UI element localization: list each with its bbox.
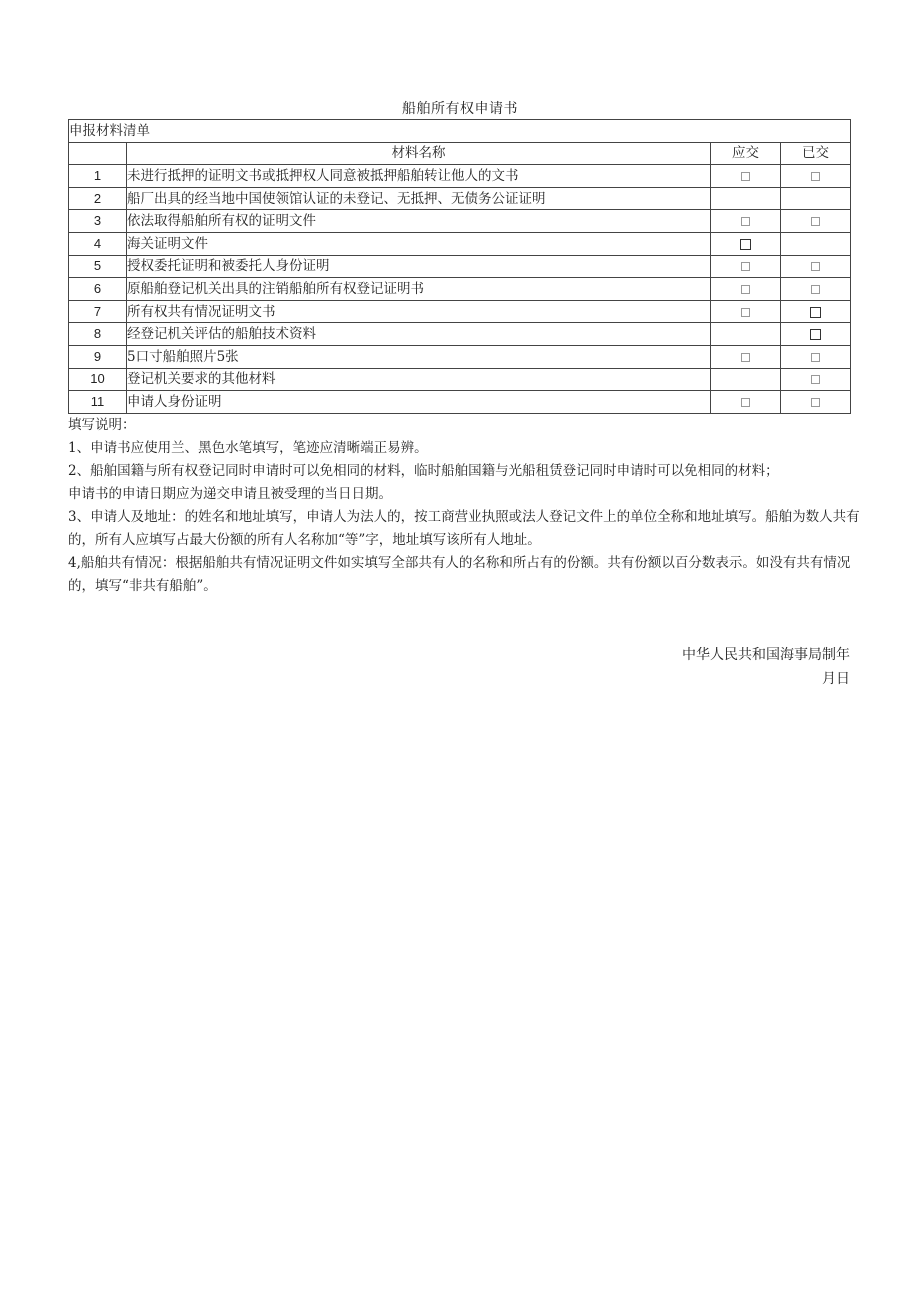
due-checkbox-cell xyxy=(711,232,781,255)
due-checkbox-cell xyxy=(711,300,781,323)
due-checkbox-cell xyxy=(711,255,781,278)
header-material-name: 材料名称 xyxy=(127,142,711,165)
item-number: 9 xyxy=(69,345,127,368)
item-number: 4 xyxy=(69,232,127,255)
item-name: 原船舶登记机关出具的注销船舶所有权登记证明书 xyxy=(127,278,711,301)
item-name: 登记机关要求的其他材料 xyxy=(127,368,711,391)
due-checkbox-cell xyxy=(711,391,781,414)
submitted-checkbox[interactable] xyxy=(810,329,821,340)
instructions-lines xyxy=(68,437,868,598)
item-number: 10 xyxy=(69,368,127,391)
table-row xyxy=(69,232,851,255)
item-number: 3 xyxy=(69,210,127,233)
item-number: 7 xyxy=(69,300,127,323)
table-row xyxy=(69,345,851,368)
submitted-checkbox-cell xyxy=(781,210,851,233)
instruction-line: 2、船舶国籍与所有权登记同时申请时可以免相同的材料，临时船舶国籍与光船租赁登记同时申请时可以免相同的材料； xyxy=(68,463,779,479)
due-checkbox-cell xyxy=(711,165,781,188)
item-name: 授权委托证明和被委托人身份证明 xyxy=(127,255,711,278)
due-checkbox[interactable] xyxy=(741,172,750,181)
submitted-checkbox[interactable] xyxy=(811,375,820,384)
item-name: 依法取得船舶所有权的证明文件 xyxy=(127,210,711,233)
due-checkbox-cell xyxy=(711,210,781,233)
submitted-checkbox-cell xyxy=(781,278,851,301)
header-number-cell xyxy=(69,142,127,165)
item-number: 5 xyxy=(69,255,127,278)
section-title: 申报材料清单 xyxy=(69,120,851,143)
table-row xyxy=(69,300,851,323)
date-line: 月日 xyxy=(822,671,850,687)
instruction-line: 3、申请人及地址：的姓名和地址填写，申请人为法人的，按工商营业执照或法人登记文件上的单位全称和地址填写。船舶为数人共有的，所有人应填写占最大份额的所有人名称加“等”字，地址填写该所有人地址。 xyxy=(68,509,860,548)
submitted-checkbox-cell xyxy=(781,323,851,346)
submitted-checkbox-cell xyxy=(781,165,851,188)
due-checkbox-cell xyxy=(711,278,781,301)
due-checkbox[interactable] xyxy=(741,285,750,294)
header-due: 应交 xyxy=(711,142,781,165)
submitted-checkbox-cell xyxy=(781,300,851,323)
table-row xyxy=(69,165,851,188)
submitted-checkbox-cell xyxy=(781,255,851,278)
submitted-checkbox-cell xyxy=(781,368,851,391)
item-name: 5口寸船舶照片5张 xyxy=(127,345,711,368)
header-submitted: 已交 xyxy=(781,142,851,165)
instructions xyxy=(68,414,868,598)
section-row xyxy=(69,120,851,143)
table-row xyxy=(69,323,851,346)
instruction-line: 申请书的申请日期应为递交申请且被受理的当日日期。 xyxy=(68,486,392,502)
item-name: 经登记机关评估的船舶技术资料 xyxy=(127,323,711,346)
table-row xyxy=(69,187,851,210)
submitted-checkbox[interactable] xyxy=(811,398,820,407)
due-checkbox[interactable] xyxy=(741,353,750,362)
materials-table xyxy=(68,119,851,414)
submitted-checkbox[interactable] xyxy=(811,262,820,271)
due-checkbox-cell xyxy=(711,323,781,346)
due-checkbox[interactable] xyxy=(741,217,750,226)
due-checkbox[interactable] xyxy=(741,308,750,317)
item-name: 申请人身份证明 xyxy=(127,391,711,414)
item-name: 海关证明文件 xyxy=(127,232,711,255)
item-number: 2 xyxy=(69,187,127,210)
submitted-checkbox-cell xyxy=(781,232,851,255)
item-number: 1 xyxy=(69,165,127,188)
submitted-checkbox[interactable] xyxy=(811,353,820,362)
submitted-checkbox-cell xyxy=(781,345,851,368)
submitted-checkbox-cell xyxy=(781,391,851,414)
due-checkbox[interactable] xyxy=(741,398,750,407)
due-checkbox-cell xyxy=(711,187,781,210)
item-name: 未进行抵押的证明文书或抵押权人同意被抵押船舶转让他人的文书 xyxy=(127,165,711,188)
table-row xyxy=(69,278,851,301)
issuer-line: 中华人民共和国海事局制年 xyxy=(682,647,850,663)
table-row xyxy=(69,255,851,278)
item-name: 所有权共有情况证明文书 xyxy=(127,300,711,323)
submitted-checkbox[interactable] xyxy=(811,217,820,226)
table-row xyxy=(69,368,851,391)
instruction-line: 1、申请书应使用兰、黑色水笔填写，笔迹应清晰端正易辨。 xyxy=(68,440,428,456)
due-checkbox-cell xyxy=(711,345,781,368)
submitted-checkbox-cell xyxy=(781,187,851,210)
submitted-checkbox[interactable] xyxy=(811,172,820,181)
item-number: 6 xyxy=(69,278,127,301)
submitted-checkbox[interactable] xyxy=(810,307,821,318)
item-name: 船厂出具的经当地中国使领馆认证的未登记、无抵押、无债务公证证明 xyxy=(127,187,711,210)
due-checkbox[interactable] xyxy=(740,239,751,250)
header-row xyxy=(69,142,851,165)
due-checkbox-cell xyxy=(711,368,781,391)
instruction-line: 4,船舶共有情况：根据船舶共有情况证明文件如实填写全部共有人的名称和所占有的份额。共有份额以百分数表示。如没有共有情况的，填写“非共有船舶”。 xyxy=(68,555,851,594)
due-checkbox[interactable] xyxy=(741,262,750,271)
item-number: 8 xyxy=(69,323,127,346)
table-row xyxy=(69,391,851,414)
submitted-checkbox[interactable] xyxy=(811,285,820,294)
document-title: 船舶所有权申请书 xyxy=(402,101,518,117)
instructions-heading: 填写说明： xyxy=(68,417,136,433)
table-row xyxy=(69,210,851,233)
item-number: 11 xyxy=(69,391,127,414)
